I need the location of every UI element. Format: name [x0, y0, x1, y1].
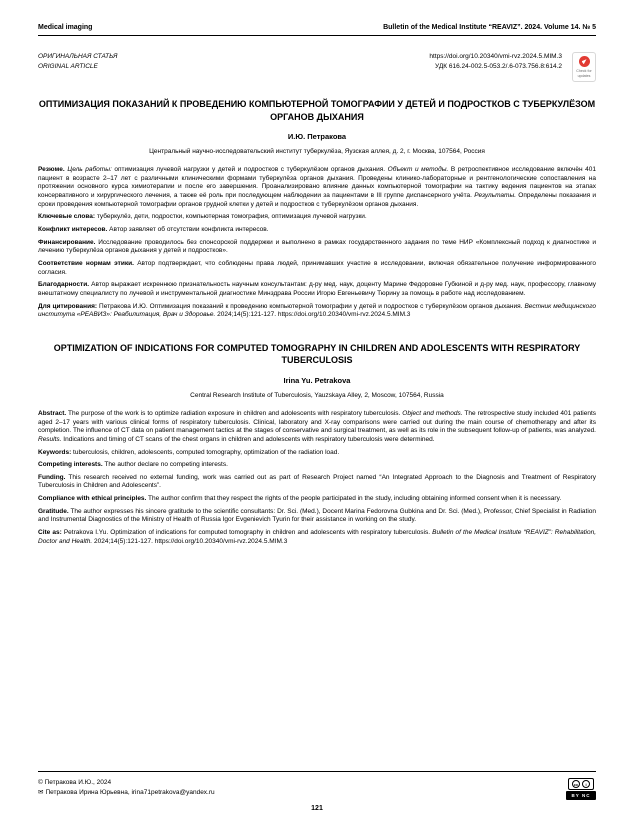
en-competing-interests-paragraph: Competing interests. The author declare no competing interests. [38, 461, 228, 469]
email-icon: ✉ [38, 789, 44, 797]
cc-license-badge[interactable] [566, 778, 596, 800]
ru-abstract-paragraph: Резюме. Цель работы: оптимизация лучевой нагрузки у детей и подростков с туберкулёзом органов дыхания. Объект и методы. В ретроспективное исследование включён 401 пациент в возрасте 2–17 лет с различными клиническими формами туберкулёза органов дыхания. Проведены клинико-лабораторные и рентгенологические сопоставления на протяжении основного курса химиотерапии и после его завершения. Проанализировано влияние данных компьютерной томографии на тактику ведения пациентов на этапах консервативного и хирургического лечения, а также её роль при последующем наблюдении за пациентами в III группе диспансерного учёта. Результаты. Определены показания и сроки проведения компьютерной томографии органов грудной клетки у детей и подростков с туберкулёзом органов дыхания. [38, 166, 596, 208]
ru-funding-paragraph: Финансирование. Исследование проводилось без спонсорской поддержки и выполнено в рамках государственного задания по теме НИР «Комплексный подход к диагностике и лечению туберкулёза органов дыхания у детей и подростков». [38, 238, 596, 255]
en-keywords-paragraph: Keywords: tuberculosis, children, adolescents, computed tomography, optimization of the radiation load. [38, 448, 340, 456]
running-head-section: Medical imaging [38, 24, 93, 31]
cc-attribution-icon: i [582, 780, 590, 788]
en-author-name: Irina Yu. Petrakova [283, 375, 351, 385]
header-rule [38, 35, 596, 36]
ru-keywords-paragraph: Ключевые слова: туберкулёз, дети, подростки, компьютерная томография, оптимизация лучевой нагрузки. [38, 213, 367, 221]
en-affiliation: Central Research Institute of Tuberculosis, Yauzskaya Alley, 2, Moscow, 107564, Russia [190, 391, 444, 399]
contact-text: Петракова Ирина Юрьевна, irina71petrakova@yandex.ru [45, 789, 215, 797]
running-head-journal: Bulletin of the Medical Institute “REAVIZ”. 2024. Volume 14. № 5 [383, 24, 596, 31]
doi-link[interactable]: https://doi.org/10.20340/vmi-rvz.2024.5.MIM.3 [429, 53, 562, 60]
article-identifiers [429, 52, 562, 72]
en-ethics-paragraph: Compliance with ethical principles. The author confirm that they respect the rights of the people participated in the study, including obtaining informed consent when it is necessary. [38, 495, 562, 503]
ru-competing-interests-paragraph: Конфликт интересов. Автор заявляет об отсутствии конфликта интересов. [38, 226, 269, 234]
page-number: 121 [311, 805, 323, 812]
ru-abstract-block [38, 166, 596, 320]
en-citation-paragraph: Cite as: Petrakova I.Yu. Optimization of indications for computed tomography in children and adolescents with respiratory tuberculosis. Bulletin of the Medical Institute “REAVIZ”: Rehabilitation, Doctor and Health. 2024;14(5):121-127. https://doi.org/10.20340/vmi-rvz.2024.5.MIM.3 [38, 529, 597, 545]
copyright-line: © Петракова И.Ю., 2024 [38, 779, 112, 786]
article-meta [38, 52, 596, 82]
crossmark-badge[interactable] [572, 52, 596, 82]
contact-line[interactable] [38, 788, 215, 798]
crossmark-icon [579, 56, 590, 67]
en-gratitude-paragraph: Gratitude. The author expresses his sincere gratitude to the scientific consultants: Dr. Sci. (Med.), Docent Marina Fedorovna Gubkina and Dr. Sci. (Med.), Professor, Chief Specialist in Radiation and Instrumental Diagnostics of the Ministry of Health of Russia Igor Evgenievich Tyurin for their assistance in working on the study. [38, 507, 596, 524]
ru-ethics-paragraph: Соответствие нормам этики. Автор подтверждает, что соблюдены права людей, принимавших участие в исследовании, включая обязательное получение информированного согласия. [38, 259, 596, 276]
udk-number: УДК 616.24-002.5-053.2/.6-073.756.8:614.2 [435, 62, 562, 70]
page-footer [38, 771, 596, 812]
en-abstract-paragraph: Abstract. The purpose of the work is to optimize radiation exposure in children and adolescents with respiratory tuberculosis. Object and methods. The retrospective study included 401 patients aged 2–17 years with various clinical forms of respiratory tuberculosis. Clinical, laboratory and X-ray comparisons were carried out during the main course of chemotherapy and after its completion. The influence of CT data on patient management tactics at the stages of conservative and surgical treatment, as well as its role in the subsequent follow-up of patients, was analyzed. Results. Indications and timing of CT scans of the chest organs in children and adolescents with respiratory tuberculosis were determined. [38, 409, 596, 443]
article-type-ru: ОРИГИНАЛЬНАЯ СТАТЬЯ [38, 53, 118, 60]
crossmark-label: Check for updates [576, 69, 592, 78]
ru-citation-paragraph: Для цитирования: Петракова И.Ю. Оптимизация показаний к проведению компьютерной томографии у детей и подростков с туберкулёзом органов дыхания. Вестник медицинского института «РЕАВИЗ»: Реабилитация, Врач и Здоровье. 2024;14(5):121-127. https://doi.org/10.20340/vmi-rvz.2024.5.MIM.3 [38, 302, 597, 319]
en-article-title: OPTIMIZATION OF INDICATIONS FOR COMPUTED TOMOGRAPHY IN CHILDREN AND ADOLESCENTS WITH RESPIRATORY TUBERCULOSIS [53, 342, 581, 366]
en-abstract-block [38, 410, 596, 546]
article-type [38, 52, 117, 72]
article-type-en: ORIGINAL ARTICLE [38, 62, 98, 70]
running-head [38, 24, 596, 31]
ru-gratitude-paragraph: Благодарности. Автор выражает искреннюю признательность научным консультантам: д-ру мед. наук, доценту Марине Федоровне Губкиной и д-ру мед. наук, профессору, главному внештатному специалисту по лучевой и инструментальной диагностике Минздрава России Игорю Евгеньевичу Тюрину за помощь в работе над исследованием. [38, 281, 596, 297]
ru-article-title: ОПТИМИЗАЦИЯ ПОКАЗАНИЙ К ПРОВЕДЕНИЮ КОМПЬЮТЕРНОЙ ТОМОГРАФИИ У ДЕТЕЙ И ПОДРОСТКОВ С ТУБЕРКУЛЁЗОМ ОРГАНОВ ДЫХАНИЯ [38, 99, 596, 122]
ru-author-name: И.Ю. Петракова [287, 132, 347, 142]
cc-icon: cc [573, 781, 579, 787]
cc-license-bar: BY NC [566, 791, 596, 800]
footer-rule [38, 771, 596, 772]
cc-icons [568, 778, 594, 790]
en-funding-paragraph: Funding. This research received no external funding, work was carried out as part of Research Project named “An Integrated Approach to the Diagnosis and Treatment of Respiratory Tuberculosis in Children and Adolescents”. [38, 473, 596, 490]
ru-affiliation: Центральный научно-исследовательский институт туберкулёза, Яузская аллея, д. 2, г. Москва, 107564, Россия [149, 148, 485, 156]
